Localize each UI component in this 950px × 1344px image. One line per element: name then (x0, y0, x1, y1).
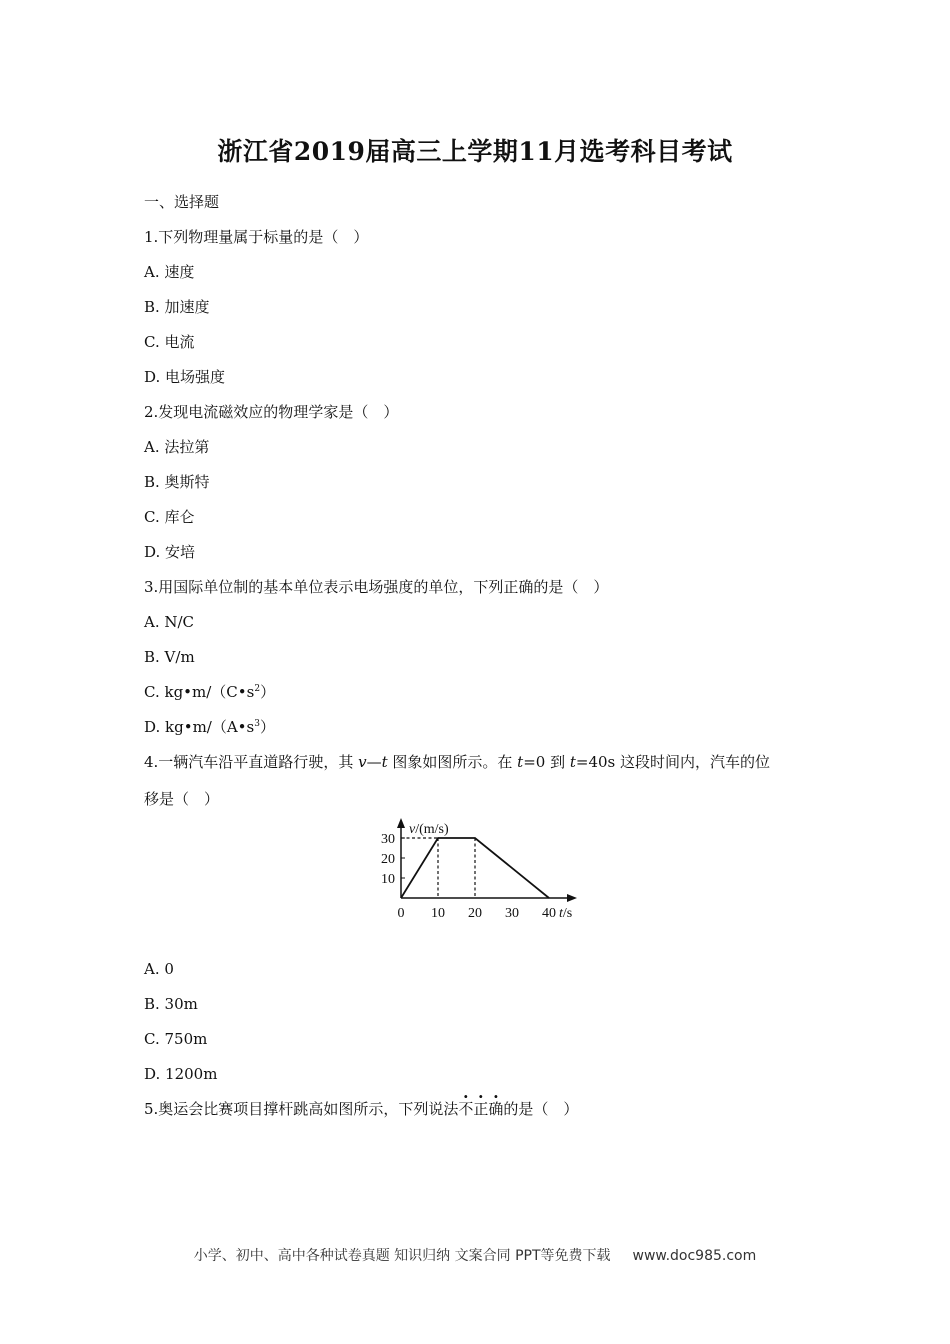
q3-option-b: B. V/m (144, 648, 195, 666)
exam-title: 浙江省2019届高三上学期11月选考科目考试 (217, 137, 733, 166)
q1-option-d: D. 电场强度 (144, 368, 226, 386)
x-tick-label: 0 (397, 906, 405, 921)
velocity-time-graph (365, 818, 590, 928)
q3-stem: 3.用国际单位制的基本单位表示电场强度的单位，下列正确的是（ ） (144, 578, 609, 596)
q2-option-a: A. 法拉第 (144, 438, 210, 456)
emphasis-char: 确 (488, 1100, 504, 1118)
emphasis-char: 正 (473, 1100, 489, 1118)
q2-option-d: D. 安培 (144, 543, 196, 561)
q4-option-a: A. 0 (144, 960, 174, 978)
q4-option-d: D. 1200m (144, 1065, 218, 1083)
x-tick-labels (398, 906, 557, 921)
q3-option-d: D. $kg•m/(A•s^3)$ (144, 718, 275, 736)
q5-stem: 5.奥运会比赛项目撑杆跳高如图所示，下列说法不正确的是（ ） (144, 1100, 579, 1118)
footer-site-link[interactable]: www.doc985.com (632, 1248, 757, 1264)
q1-option-c: C. 电流 (144, 333, 195, 351)
footer-text: 小学、初中、高中各种试卷真题 知识归纳 文案合同 PPT等免费下载 (193, 1248, 611, 1264)
y-tick-label: 30 (381, 832, 395, 847)
q2-stem: 2.发现电流磁效应的物理学家是（ ） (144, 403, 399, 421)
x-axis-label: t/s (559, 906, 573, 921)
q1-option-b: B. 加速度 (144, 298, 210, 316)
x-axis-arrow-icon (567, 894, 577, 902)
q2-option-b: B. 奥斯特 (144, 473, 210, 491)
section-heading: 一、选择题 (144, 193, 220, 211)
y-axis-label: v/(m/s) (409, 822, 449, 837)
dashed-reference-lines (401, 838, 475, 898)
y-tick-label: 20 (381, 852, 395, 867)
y-axis-arrow-icon (397, 818, 405, 828)
q3-option-c: C. $kg•m/(C•s^2)$ (144, 683, 276, 701)
x-tick-label: 10 (431, 906, 445, 921)
page-footer (0, 1245, 950, 1265)
x-tick-label: 20 (468, 906, 482, 921)
emphasis-char: 不 (458, 1100, 474, 1118)
q1-option-a: A. 速度 (144, 263, 195, 281)
q1-stem: 1.下列物理量属于标量的是（ ） (144, 228, 369, 246)
x-tick-label: 40 (542, 906, 556, 921)
q3-option-a: A. N/C (144, 613, 195, 631)
q4-stem-line2: 移是（ ） (144, 790, 220, 808)
q4-option-c: C. 750m (144, 1030, 208, 1048)
q4-option-b: B. 30m (144, 995, 198, 1013)
x-tick-label: 30 (505, 906, 519, 921)
q2-option-c: C. 库仑 (144, 508, 195, 526)
q4-stem: 4.一辆汽车沿平直道路行驶，其 v—t 图象如图所示。在 t=0 到 t=40s 这段时间内，汽车的位 (144, 753, 770, 771)
y-tick-label: 10 (381, 872, 395, 887)
y-tick-labels (381, 832, 395, 887)
